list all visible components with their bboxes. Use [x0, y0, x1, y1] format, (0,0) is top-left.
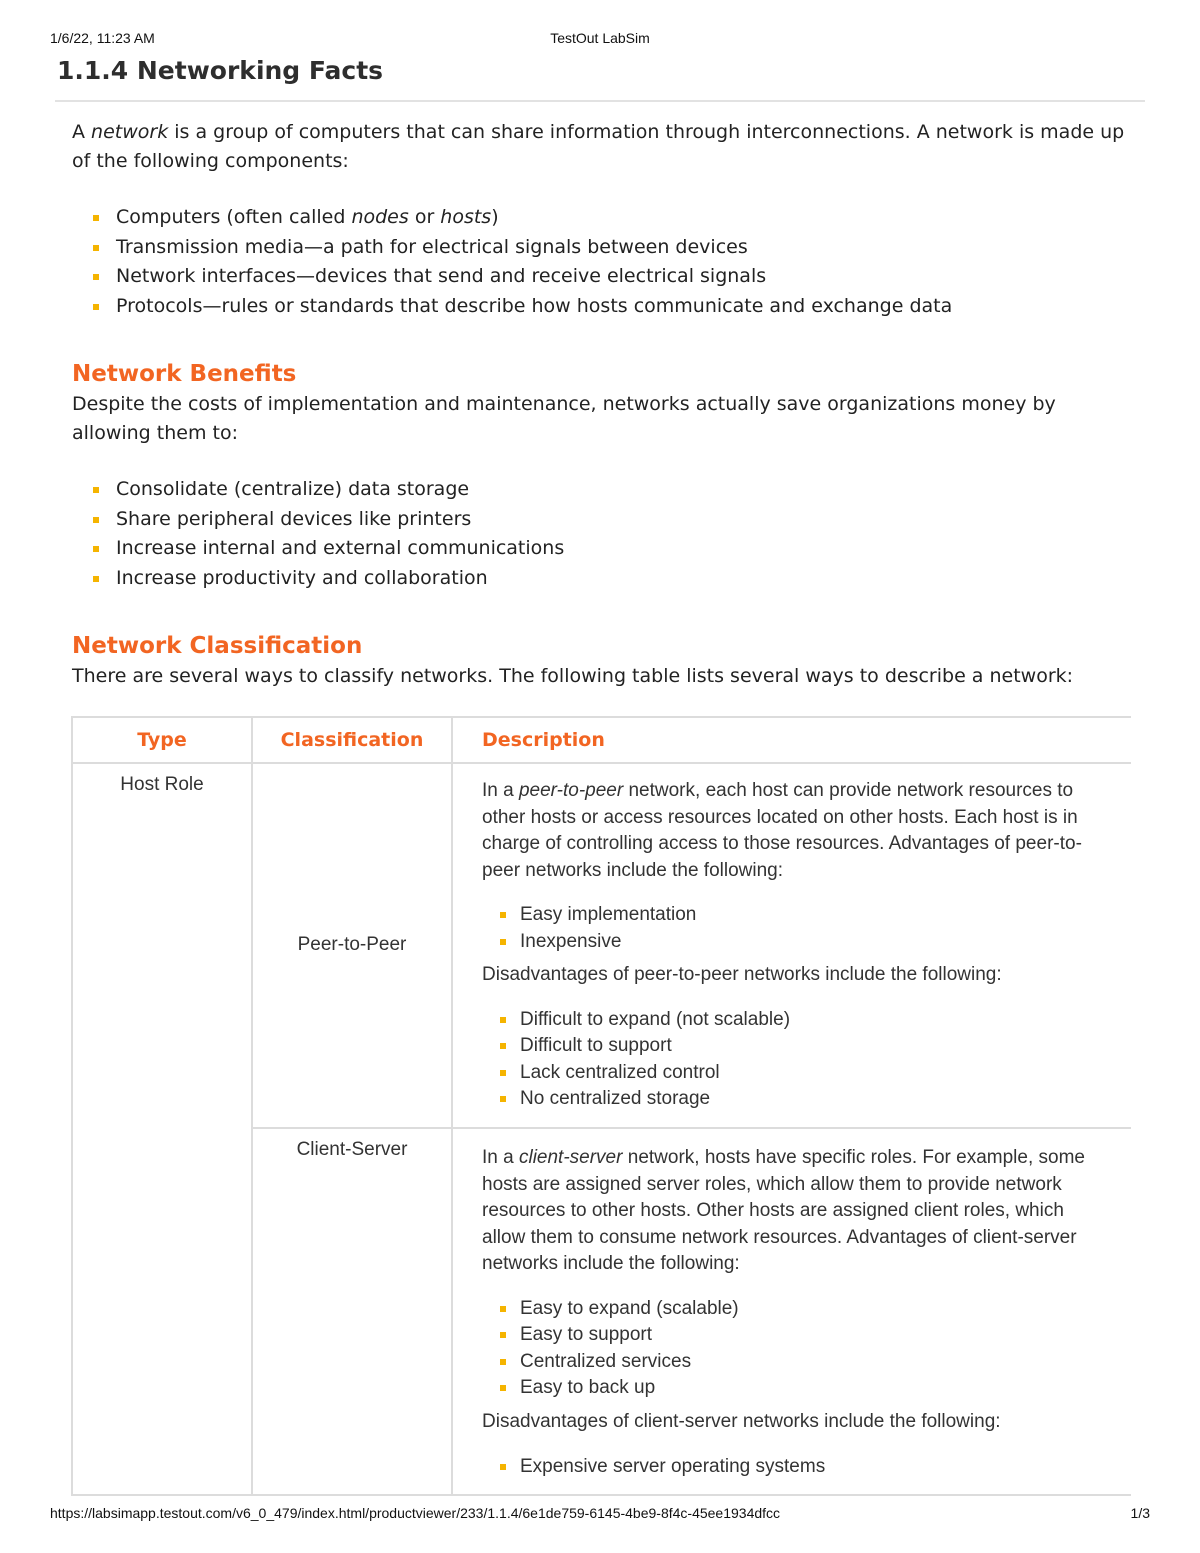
- network-benefits-heading: Network Benefits: [72, 360, 297, 387]
- list-item: Protocols—rules or standards that describe how hosts communicate and exchange data: [93, 292, 1132, 322]
- benefits-list: [72, 475, 1132, 594]
- list-item: Lack centralized control: [500, 1060, 1101, 1087]
- print-header: [50, 30, 1150, 50]
- list-item: Computers (often called nodes or hosts): [93, 203, 1132, 233]
- page-title: 1.1.4 Networking Facts: [57, 56, 384, 85]
- type-host-role: Host Role: [72, 763, 252, 1495]
- p2p-disadvantages-list: [482, 1007, 1101, 1113]
- intro-paragraph: A network is a group of computers that can share information through interconnections. A network is made up of the following components:: [72, 121, 1125, 172]
- description-peer-to-peer: In a peer-to-peer network, each host can provide network resources to other hosts or access resources located on other hosts. Each host is in charge of controlling access to those resources. Advantages of peer-to-peer networks include the following: Easy implementation Inexpensive Disadvantages of peer-to-peer networks include the following: Difficult to expand (not scalable) Difficult to support Lack centralized control No centralized storage: [452, 763, 1131, 1128]
- list-item: Increase productivity and collaboration: [93, 564, 1132, 594]
- p2p-disadvantages-intro: Disadvantages of peer-to-peer networks include the following:: [482, 964, 1002, 986]
- title-divider: [55, 100, 1145, 102]
- cs-disadvantages-list: [482, 1454, 1101, 1481]
- list-item: No centralized storage: [500, 1086, 1101, 1113]
- list-item: Increase internal and external communications: [93, 534, 1132, 564]
- list-item: Expensive server operating systems: [500, 1454, 1101, 1481]
- cs-disadvantages-intro: Disadvantages of client-server networks include the following:: [482, 1410, 1001, 1432]
- list-item: Easy to expand (scalable): [500, 1296, 1101, 1323]
- print-app-title: TestOut LabSim: [550, 30, 650, 46]
- classification-paragraph: There are several ways to classify networks. The following table lists several ways to describe a network:: [72, 664, 1074, 687]
- table-header-row: [72, 717, 1131, 763]
- classification-table-container: [71, 716, 1131, 1498]
- page-number: 1/3: [1130, 1505, 1150, 1521]
- classification-client-server: Client-Server: [252, 1128, 452, 1495]
- list-item: Easy to back up: [500, 1375, 1101, 1402]
- network-classification-heading: Network Classification: [72, 632, 363, 659]
- term-network: network: [91, 121, 169, 143]
- cs-advantages-list: [482, 1296, 1101, 1402]
- list-item: Easy implementation: [500, 902, 1101, 929]
- list-item: Difficult to expand (not scalable): [500, 1007, 1101, 1034]
- header-classification: Classification: [252, 717, 452, 763]
- list-item: Inexpensive: [500, 929, 1101, 956]
- list-item: Consolidate (centralize) data storage: [93, 475, 1132, 505]
- components-list: [72, 203, 1132, 322]
- article-body: [72, 118, 1132, 691]
- print-footer: [50, 1505, 1150, 1525]
- print-date: 1/6/22, 11:23 AM: [50, 30, 155, 46]
- list-item: Network interfaces—devices that send and receive electrical signals: [93, 262, 1132, 292]
- header-type: Type: [72, 717, 252, 763]
- page-url: https://labsimapp.testout.com/v6_0_479/index.html/productviewer/233/1.1.4/6e1de759-6145-4be9-8f4c-45ee1934dfcc: [50, 1505, 781, 1521]
- description-client-server: In a client-server network, hosts have specific roles. For example, some hosts are assigned server roles, which allow them to provide network resources to other hosts. Other hosts are assigned client roles, which allow them to consume network resources. Advantages of client-server networks include the following: Easy to expand (scalable) Easy to support Centralized services Easy to back up Disadvantages of client-server networks include the following: Expensive server operating systems: [452, 1128, 1131, 1495]
- list-item: Share peripheral devices like printers: [93, 505, 1132, 535]
- p2p-advantages-list: [482, 902, 1101, 955]
- classification-table: [71, 716, 1131, 1496]
- list-item: Difficult to support: [500, 1033, 1101, 1060]
- classification-peer-to-peer: Peer-to-Peer: [252, 763, 452, 1128]
- benefits-paragraph: Despite the costs of implementation and maintenance, networks actually save organizations money by allowing them to:: [72, 392, 1056, 444]
- header-description: Description: [452, 717, 1131, 763]
- list-item: Easy to support: [500, 1322, 1101, 1349]
- list-item: Centralized services: [500, 1349, 1101, 1376]
- table-row: [72, 763, 1131, 1128]
- list-item: Transmission media—a path for electrical signals between devices: [93, 233, 1132, 263]
